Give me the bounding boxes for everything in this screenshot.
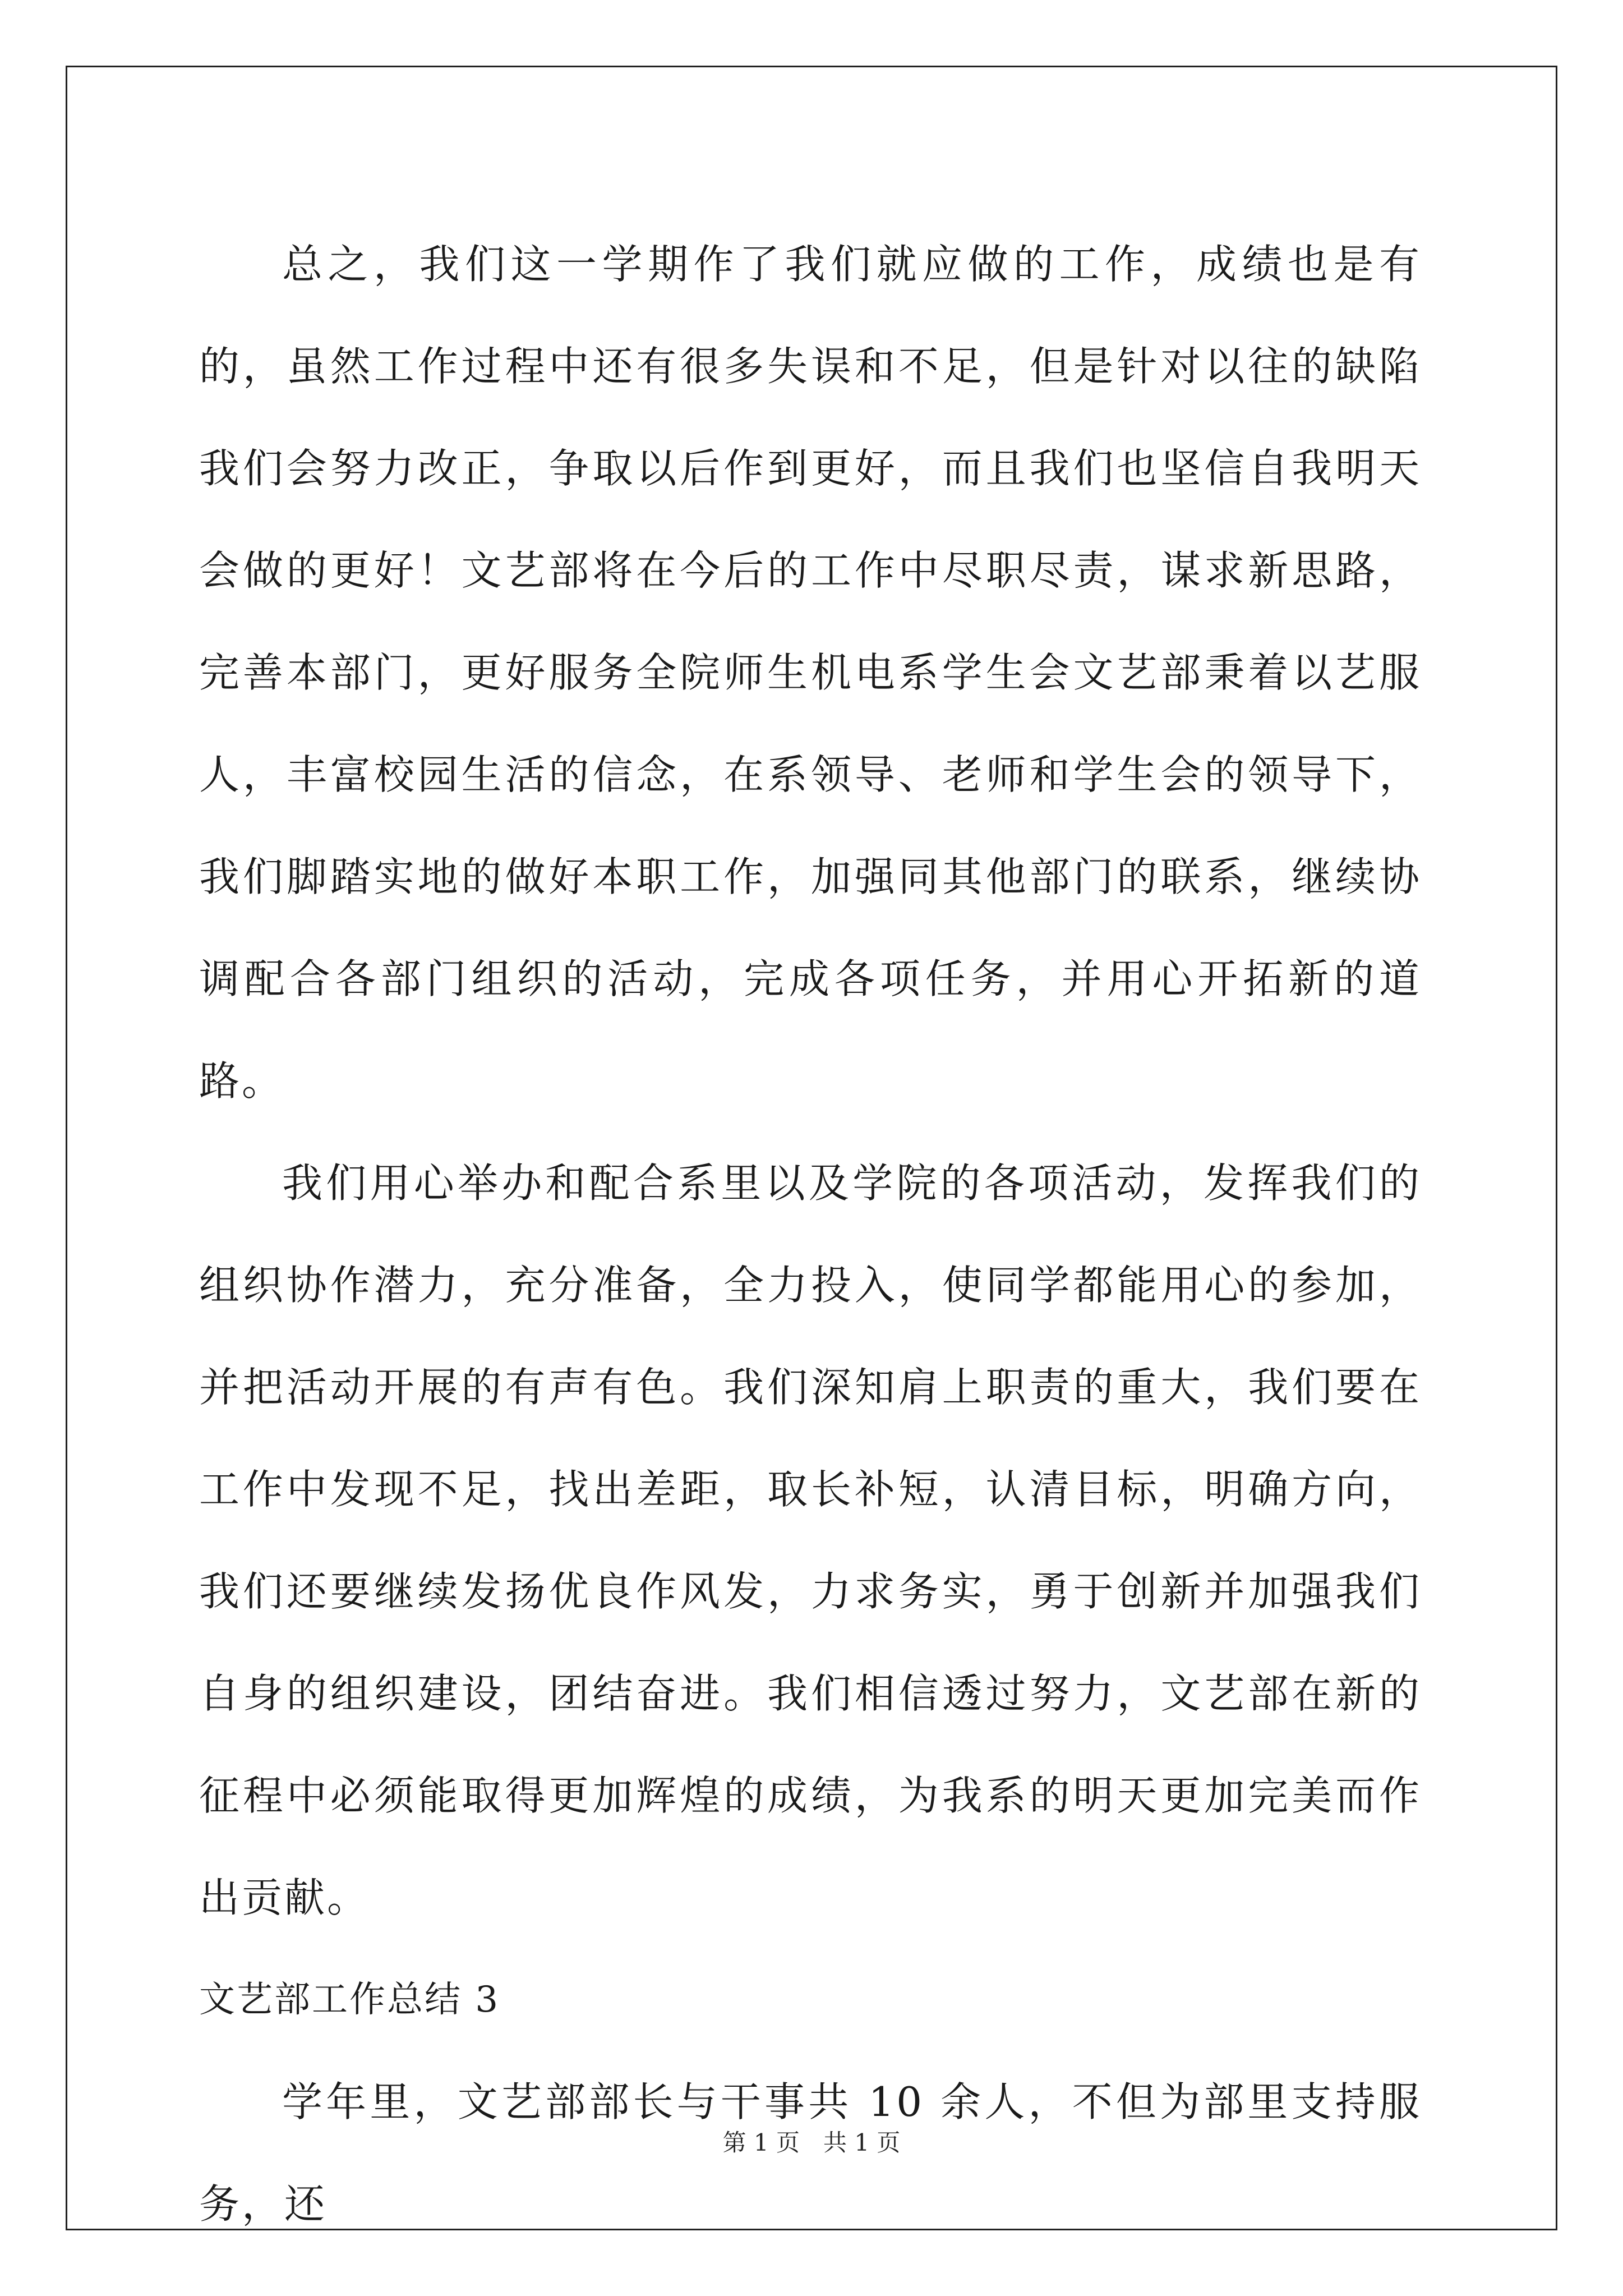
page-footer: 第 1 页 共 1 页 bbox=[722, 2129, 901, 2156]
paragraph-summary: 总之，我们这一学期作了我们就应做的工作，成绩也是有的，虽然工作过程中还有很多失误和不足，但是针对以往的缺陷我们会努力改正，争取以后作到更好，而且我们也坚信自我明天会做的更好！文艺部将在今后的工作中尽职尽责，谋求新思路，完善本部门，更好服务全院师生机电系学生会文艺部秉着以艺服人，丰富校园生活的信念，在系领导、老师和学生会的领导下，我们脚踏实地的做好本职工作，加强同其他部门的联系，继续协调配合各部门组织的活动，完成各项任务，并用心开拓新的道路。 bbox=[199, 241, 1422, 1105]
paragraph-year-review: 学年里，文艺部部长与干事共 10 余人，不但为部里支持服务，还 bbox=[199, 2078, 1422, 2228]
section-heading: 文艺部工作总结 3 bbox=[199, 1979, 500, 2021]
document-body bbox=[199, 213, 1422, 2255]
paragraph-activities: 我们用心举办和配合系里以及学院的各项活动，发挥我们的组织协作潜力，充分准备，全力投入，使同学都能用心的参加，并把活动开展的有声有色。我们深知肩上职责的重大，我们要在工作中发现不足，找出差距，取长补短，认清目标，明确方向，我们还要继续发扬优良作风发，力求务实，勇于创新并加强我们自身的组织建设，团结奋进。我们相信透过努力，文艺部在新的征程中必须能取得更加辉煌的成绩，为我系的明天更加完美而作出贡献。 bbox=[199, 1159, 1422, 1921]
